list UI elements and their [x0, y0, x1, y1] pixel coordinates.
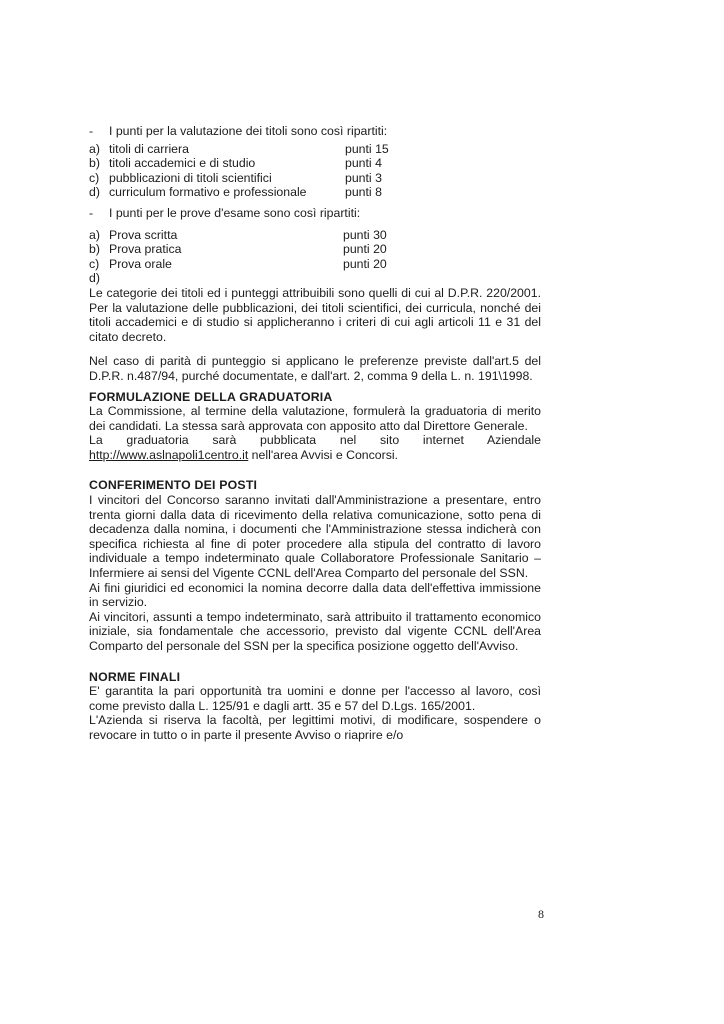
list-item-label: Prova pratica: [109, 242, 182, 257]
list-item-letter: b): [89, 156, 100, 171]
list-item-label: titoli accademici e di studio: [109, 156, 256, 171]
list-intro: [89, 124, 541, 139]
section-heading-conferimento: CONFERIMENTO DEI POSTI: [89, 478, 258, 493]
categories-paragraph: Le categorie dei titoli ed i punteggi attribuibili sono quelli di cui al D.P.R. 220/2001. Per la valutazione delle pubblicazioni, dei titoli scientifici, dei curricula, nonché dei titoli accademici e di studio si applicheranno i criteri di cui agli articoli 11 e 31 del citato decreto.: [89, 285, 541, 344]
list-item-label: Prova scritta: [109, 227, 178, 242]
list-item-letter: d): [89, 271, 100, 286]
conferimento-paragraph: Ai vincitori, assunti a tempo indeterminato, sarà attribuito il trattamento economico iniziale, sia fondamentale che accessorio, previsto dal vigente CCNL dell'Area Comparto del personale del SSN per la specifica posizione oggetto dell'Avviso.: [89, 609, 541, 653]
list-item-points: punti 4: [345, 156, 382, 171]
list-item: [89, 228, 541, 243]
list-item: [89, 257, 541, 272]
page-number: 8: [538, 907, 544, 921]
list-item-letter: c): [89, 170, 100, 185]
list-item-label: pubblicazioni di titoli scientifici: [109, 170, 272, 185]
list-item-points: [343, 271, 403, 286]
list-item-label: titoli di carriera: [109, 141, 189, 156]
list-item-label: curriculum formativo e professionale: [109, 185, 307, 200]
dash-bullet: -: [89, 124, 94, 138]
section-heading-norme: NORME FINALI: [89, 669, 181, 684]
norme-paragraph: L'Azienda si riserva la facoltà, per legittimi motivi, di modificare, sospendere o revocare in tutto o in parte il presente Avviso o riaprire e/o: [89, 713, 541, 742]
conferimento-paragraph: I vincitori del Concorso saranno invitati dall'Amministrazione a presentare, entro trenta giorni dalla data di ricevimento della relativa comunicazione, sotto pena di decadenza dalla nomina, i documenti che l'Amministrazione stessa indicherà con specifica richiesta al fine di poter procedere alla stipula del contratto di lavoro individuale a tempo indeterminato quale Collaboratore Professionale Sanitario – Infermiere ai sensi del Vigente CCNL dell'Area Comparto del personale del SSN.: [89, 493, 541, 581]
titoli-points-list: [89, 124, 541, 200]
website-link[interactable]: http://www.aslnapoli1centro.it: [89, 447, 249, 462]
list-item-points: punti 8: [345, 185, 382, 200]
list-intro-text: I punti per le prove d'esame sono così ripartiti:: [109, 205, 361, 220]
list-item: [89, 142, 541, 157]
parity-paragraph: Nel caso di parità di punteggio si applicano le preferenze previste dall'art.5 del D.P.R. n.487/94, purché documentate, e dall'art. 2, comma 9 della L. n. 191\1998.: [89, 354, 541, 383]
list-item: [89, 156, 541, 171]
list-item-points: punti 3: [345, 170, 382, 185]
list-item-letter: c): [89, 256, 100, 271]
list-item: [89, 242, 541, 257]
list-item-letter: a): [89, 227, 100, 242]
list-item-points: punti 30: [343, 227, 387, 242]
list-item: [89, 185, 541, 200]
list-item: [89, 271, 541, 286]
list-intro: [89, 206, 541, 221]
formulazione-paragraph: La Commissione, al termine della valutazione, formulerà la graduatoria di merito dei candidati. La stessa sarà approvata con apposito atto dal Direttore Generale.: [89, 404, 541, 433]
list-item-points: punti 15: [345, 141, 389, 156]
dash-bullet: -: [89, 205, 94, 220]
list-item-letter: a): [89, 141, 100, 156]
page-content: [89, 124, 541, 743]
list-item-letter: d): [89, 185, 100, 200]
list-intro-text: I punti per la valutazione dei titoli sono così ripartiti:: [109, 124, 388, 138]
list-item: [89, 171, 541, 186]
prove-points-list: [89, 206, 541, 286]
publication-text: La graduatoria sarà pubblicata nel sito internet Aziendale: [89, 433, 541, 448]
formulazione-publication-paragraph: [89, 433, 541, 462]
norme-paragraph: E' garantita la pari opportunità tra uomini e donne per l'accesso al lavoro, così come previsto dalla L. 125/91 e dagli artt. 35 e 57 del D.Lgs. 165/2001.: [89, 684, 541, 713]
list-item-label: Prova orale: [109, 256, 172, 271]
list-item-label: [109, 271, 343, 286]
list-item-letter: b): [89, 242, 100, 257]
list-item-points: punti 20: [343, 242, 387, 257]
publication-text-end: nell'area Avvisi e Concorsi.: [248, 447, 399, 462]
conferimento-paragraph: Ai fini giuridici ed economici la nomina decorre dalla data dell'effettiva immissione in servizio.: [89, 580, 541, 610]
list-item-points: punti 20: [343, 256, 387, 271]
section-heading-formulazione: FORMULAZIONE DELLA GRADUATORIA: [89, 389, 333, 404]
